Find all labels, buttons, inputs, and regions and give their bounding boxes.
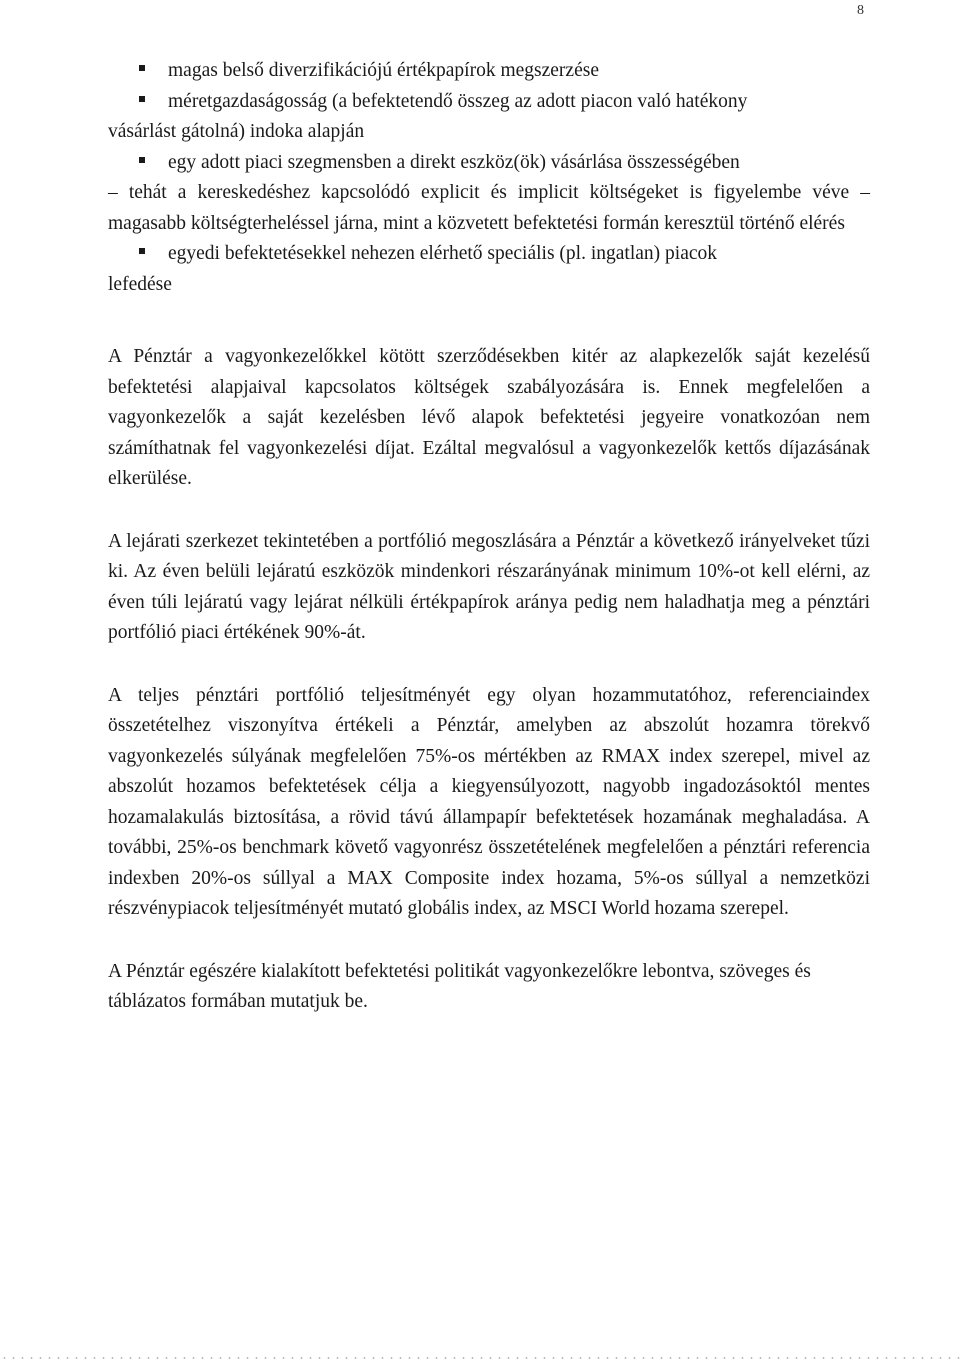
- paragraph-fee-regulation: A Pénztár a vagyonkezelőkkel kötött szerződésekben kitér az alapkezelők saját kezelésű befektetési alapjaival kapcsolatos költségek szabályozására is. Ennek megfelelően a vagyonkezelők a saját kezelésben lévő alapok befektetési jegyeire vonatkozóan nem számíthatnak fel vagyonkezelési díjat. Ezáltal megvalósul a vagyonkezelők kettős díjazásának elkerülése.: [108, 346, 870, 489]
- bullet-text: egyedi befektetésekkel nehezen elérhető speciális (pl. ingatlan) piacok: [168, 243, 717, 264]
- paragraph-benchmark: A teljes pénztári portfólió teljesítményét egy olyan hozammutatóhoz, referenciaindex összetételhez viszonyítva értékeli a Pénztár, amelyben az abszolút hozamra törekvő vagyonkezelés súlyának megfelelően 75%-os mértékben az RMAX index szerepel, mivel az abszolút hozamos befektetések célja a kiegyensúlyozott, nagyobb ingadozásoktól mentes hozamalakulás biztosítása, a rövid távú állampapír befektetések hozamának meghaladása. A további, 25%-os benchmark követő vagyonrész összetételének megfelelően a pénztári referencia indexben 20%-os súllyal a MAX Composite index hozama, 5%-os súllyal a nemzetközi részvénypiacok teljesítményét mutató globális index, az MSCI World hozama szerepel.: [108, 684, 870, 919]
- document-body: [108, 56, 870, 1018]
- square-bullet-icon: [108, 148, 168, 179]
- square-bullet-icon: [108, 56, 168, 87]
- bullet-continuation: vásárlást gátolná) indoka alapján: [108, 121, 365, 142]
- square-bullet-icon: [108, 87, 168, 118]
- page-number: 8: [857, 3, 864, 18]
- paragraph-maturity-structure: A lejárati szerkezet tekintetében a portfólió megoszlására a Pénztár a következő irányelveket tűzi ki. Az éven belüli lejáratú eszközök mindenkori részarányának minimum 10%-ot kell elérni, az éven túli lejáratú vagy lejárat nélküli értékpapírok aránya pedig nem haladhatja meg a pénztári portfólió piaci értékének 90%-át.: [108, 530, 870, 643]
- square-bullet-icon: [108, 239, 168, 270]
- bullet-continuation: – tehát a kereskedéshez kapcsolódó explicit és implicit költségeket is figyelembe véve – magasabb költségterheléssel járna, mint a közvetett befektetési formán keresztül történő elérés: [108, 182, 870, 234]
- bullet-item: [108, 239, 870, 300]
- footer-dotted-line: [0, 1357, 960, 1359]
- bullet-continuation: lefedése: [108, 273, 172, 295]
- paragraph-investment-policy: A Pénztár egészére kialakított befektetési politikát vagyonkezelőkre lebontva, szöveges és táblázatos formában mutatjuk be.: [108, 960, 811, 1012]
- bullet-item: [108, 56, 870, 87]
- bullet-list: [108, 56, 870, 300]
- bullet-item: [108, 87, 870, 148]
- bullet-text: egy adott piaci szegmensben a direkt eszköz(ök) vásárlása összességében: [168, 151, 740, 173]
- bullet-item: [108, 148, 870, 240]
- bullet-text: méretgazdaságosság (a befektetendő összeg az adott piacon való hatékony: [168, 90, 748, 112]
- bullet-text: magas belső diverzifikációjú értékpapírok megszerzése: [168, 60, 599, 81]
